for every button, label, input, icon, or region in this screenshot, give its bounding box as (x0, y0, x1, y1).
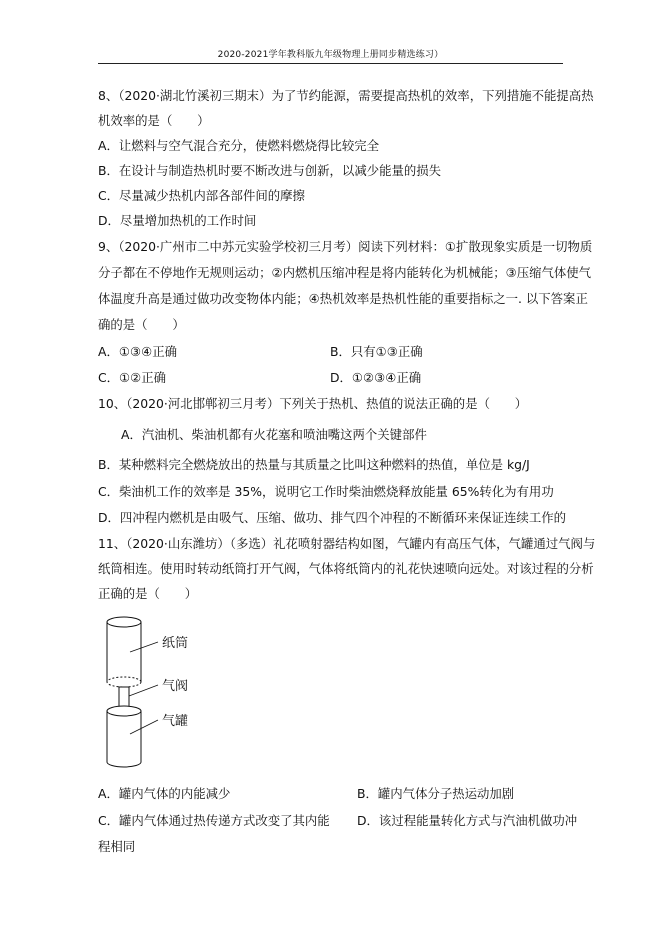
gas-tank-top (107, 706, 141, 716)
question-10-stem-line-1: 10、（2020·河北邯郸初三月考）下列关于热机、热值的说法正确的是（ ） (98, 396, 528, 411)
question-10-option-b: B．某种燃料完全燃烧放出的热量与其质量之比叫这种燃料的热值，单位是 kg/J (98, 457, 530, 472)
question-9-option-c: C．①②正确 (98, 370, 167, 385)
question-9-stem-line-4: 确的是（ ） (98, 317, 185, 332)
gas-tank-bottom (107, 762, 141, 767)
fireworks-launcher-figure (100, 612, 220, 777)
question-11-option-a: A．罐内气体的内能减少 (98, 786, 231, 801)
question-10-option-d: D．四冲程内燃机是由吸气、压缩、做功、排气四个冲程的不断循环来保证连续工作的 (98, 510, 566, 525)
question-8-option-c: C．尽量减少热机内部各部件间的摩擦 (98, 188, 305, 203)
question-8-stem-line-1: 8、（2020·湖北竹溪初三期末）为了节约能源，需要提高热机的效率，下列措施不能提高热 (98, 88, 594, 103)
question-9-option-b: B．只有①③正确 (330, 344, 423, 359)
question-10-option-c: C．柴油机工作的效率是 35%，说明它工作时柴油燃烧释放能量 65%转化为有用功 (98, 484, 554, 499)
paper-tube-top (107, 617, 141, 627)
question-11-option-b: B．罐内气体分子热运动加剧 (357, 786, 515, 801)
question-11-stem-line-3: 正确的是（ ） (98, 586, 198, 601)
question-9-stem-line-2: 分子都在不停地作无规则运动；②内燃机压缩冲程是将内能转化为机械能；③压缩气体使气 (98, 265, 592, 280)
question-9-stem-line-3: 体温度升高是通过做功改变物体内能；④热机效率是热机性能的重要指标之一. 以下答案正 (98, 291, 588, 306)
paper-tube-leader (130, 642, 158, 652)
question-8-option-a: A．让燃料与空气混合充分，使燃料燃烧得比较完全 (98, 138, 380, 153)
question-8-stem-line-2: 机效率的是（ ） (98, 113, 210, 128)
label-gas-tank: 气罐 (162, 714, 189, 729)
paper-tube-bottom (107, 677, 141, 687)
question-9-stem-line-1: 9、（2020·广州市二中苏元实验学校初三月考）阅读下列材料：①扩散现象实质是一切物质 (98, 239, 593, 254)
question-11-stem-line-2: 纸筒相连。使用时转动纸筒打开气阀，气体将纸筒内的礼花快速喷向远处。对该过程的分析 (98, 561, 594, 576)
page-header: 2020-2021学年教科版九年级物理上册同步精选练习） (98, 47, 563, 64)
question-8-option-d: D．尽量增加热机的工作时间 (98, 213, 257, 228)
question-11-stem-line-1: 11、（2020·山东潍坊）（多选）礼花喷射器结构如图，气罐内有高压气体，气罐通过气阀与 (98, 536, 596, 551)
question-9-option-d: D．①②③④正确 (330, 370, 422, 385)
question-11-option-d: D．该过程能量转化方式与汽油机做功冲 (357, 813, 578, 828)
question-8-option-b: B．在设计与制造热机时要不断改进与创新，以减少能量的损失 (98, 163, 442, 178)
gas-tank-leader (130, 720, 158, 734)
question-11-option-c: C．罐内气体通过热传递方式改变了其内能 (98, 813, 330, 828)
label-paper-tube: 纸筒 (162, 636, 189, 651)
fireworks-launcher-diagram (100, 612, 220, 774)
question-9-option-a: A．①③④正确 (98, 344, 177, 359)
question-11-option-d-continuation: 程相同 (98, 839, 136, 854)
question-10-option-a: A．汽油机、柴油机都有火花塞和喷油嘴这两个关键部件 (121, 427, 427, 442)
label-valve: 气阀 (162, 679, 189, 694)
